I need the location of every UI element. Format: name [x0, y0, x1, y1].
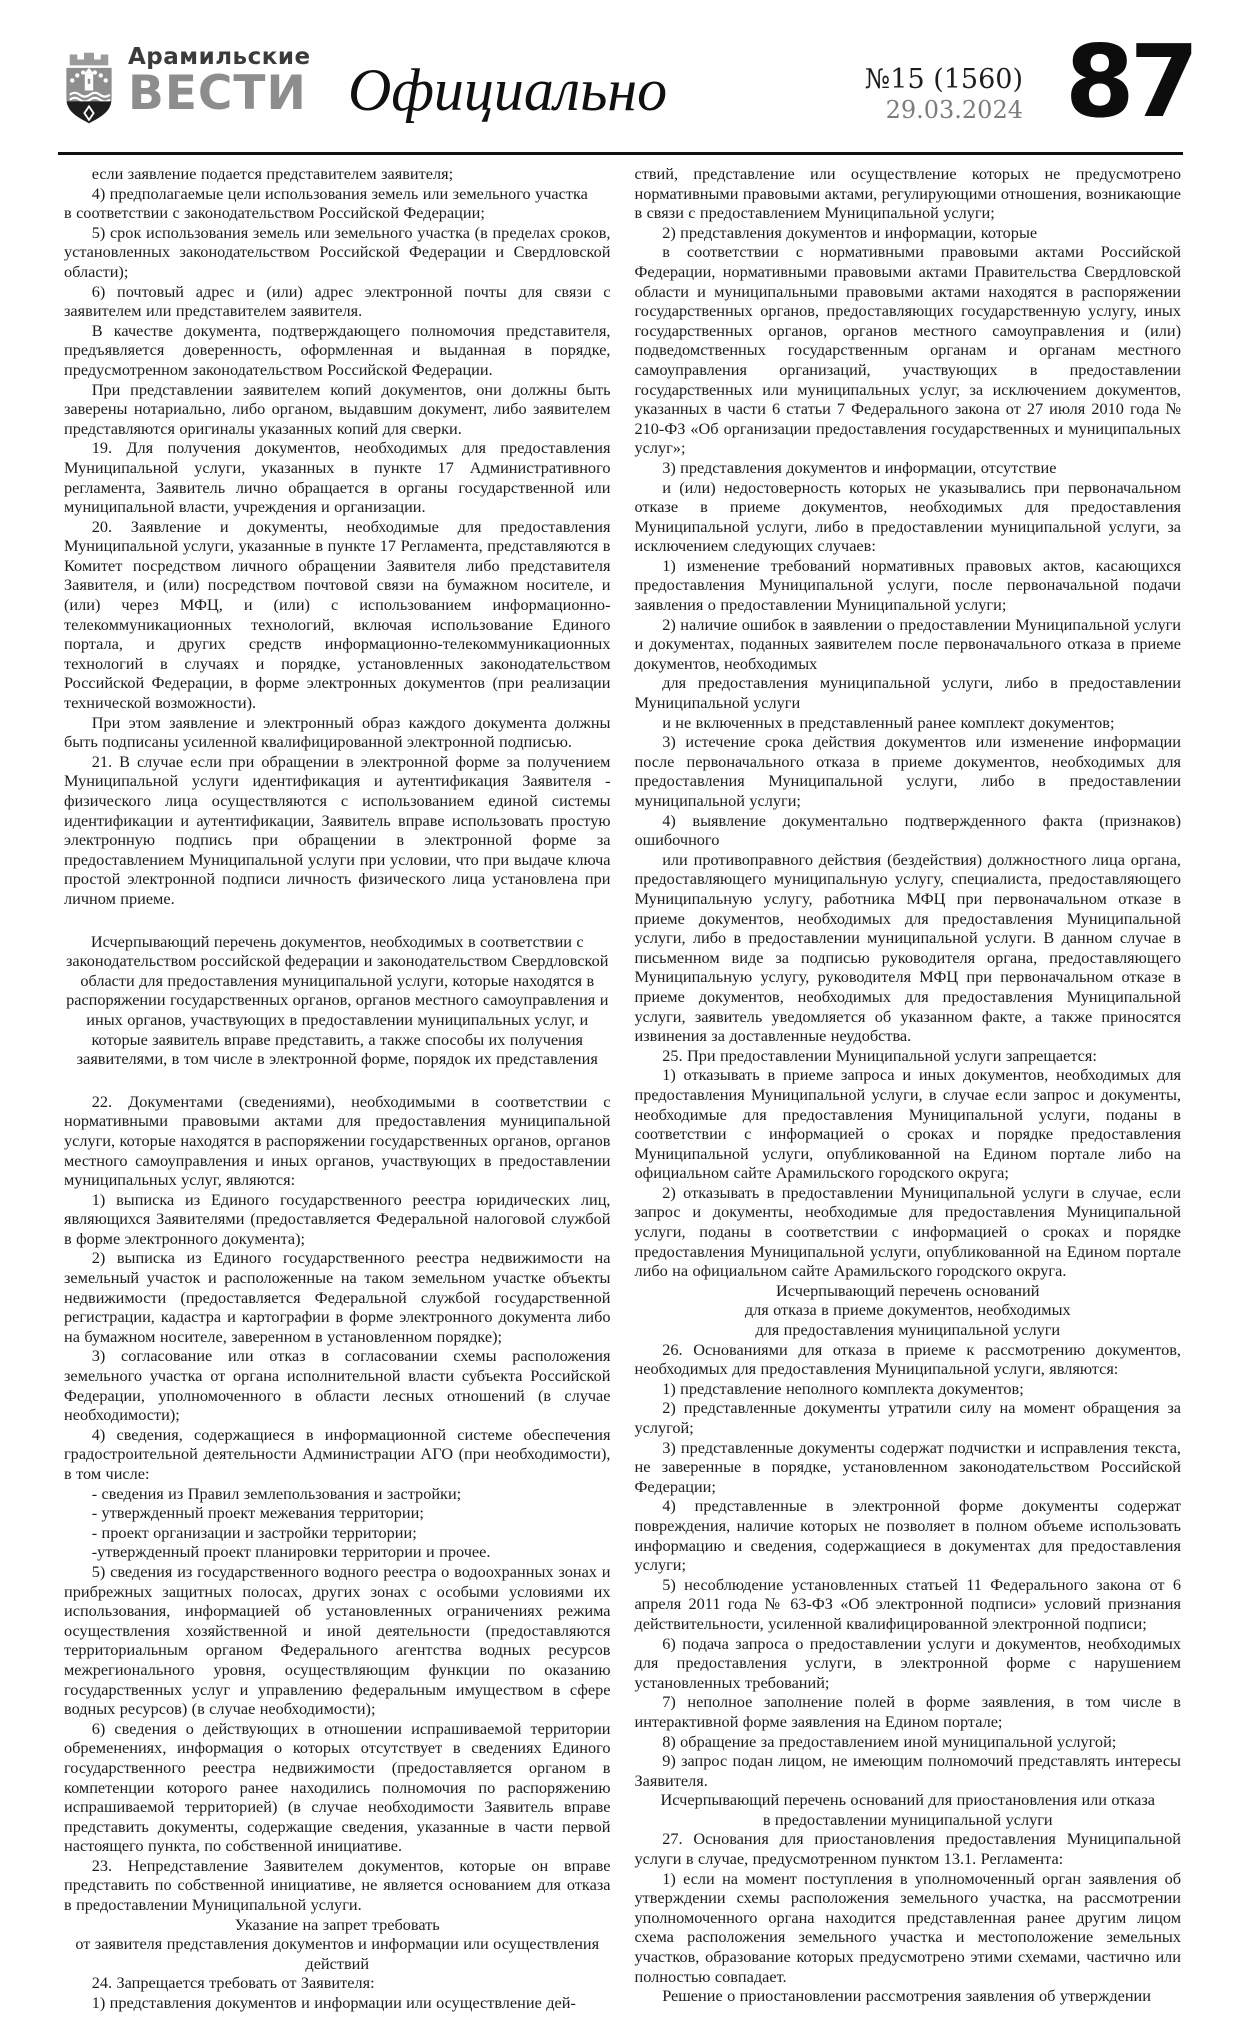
section-heading: для предоставления муниципальной услуги: [755, 1320, 1061, 1340]
paragraph: 1) представления документов и информации или осуществление дей-: [91, 1993, 576, 2013]
paragraph: - проект организации и застройки территории;: [91, 1522, 417, 1542]
paragraph: 2) представления документов и информации, которые: [662, 222, 1038, 242]
section-heading: для отказа в приеме документов, необходимых: [744, 1300, 1071, 1320]
paragraph: и (или) недостоверность которых не указывались при первоначальном отказе в приеме документов, необходимых для предоставления Муниципальной услуги, либо в предоставлении муниципальной услуги, за исключением следующих случаев:: [634, 477, 1181, 556]
paragraph: или противоправного действия (бездействия) должностного лица органа, предоставляющего муниципальную услугу, специалиста, предоставляющего Муниципальную услугу, работника МФЦ при первоначальном отказе в приеме документов, необходимых для предоставления Муниципальной услуги, либо в предоставлении муниципальной услуги. В данном случае в письменном виде за подписью руководителя органа, предоставляющего Муниципальную услугу, руководителя МФЦ при первоначальном отказе в приеме документов, необходимых для предоставления Муниципальной услуги, заявитель уведомляется об указанном факте, а также приносятся извинения за доставленные неудобства.: [634, 849, 1181, 1046]
paragraph: 3) представленные документы содержат подчистки и исправления текста, не заверенные в порядке, установленном законодательством Российской Федерации;: [634, 1437, 1181, 1496]
paragraph: 9) запрос подан лицом, не имеющим полномочий представлять интересы Заявителя.: [634, 1751, 1181, 1790]
paragraph: 20. Заявление и документы, необходимые для предоставления Муниципальной услуги, указанные в пункте 17 Регламента, представляются в Комитет посредством личного обращении Заявителя либо представителя Заявителя, и (или) посредством почтовой связи на бумажном носителе, и (или) через МФЦ, и (или) с использованием информационно-телекоммуникационных технологий, включая использование Единого портала, и других средств информационно-телекоммуникационных технологий в случаях и порядке, установленных законодательством Российской Федерации, в форме электронных документов (при реализации технической возможности).: [64, 516, 611, 713]
paragraph: 1) изменение требований нормативных правовых актов, касающихся предоставления Муниципальной услуги, после первоначальной подачи заявления о предоставлении Муниципальной услуги;: [634, 555, 1181, 615]
paragraph: 5) несоблюдение установленных статьей 11 Федерального закона от 6 апреля 2011 года № 63-ФЗ «Об электронной подписи» условий признания действительности, усиленной квалифицированной электронной подписи;: [634, 1574, 1181, 1633]
coat-of-arms-icon: [58, 48, 120, 128]
paragraph: 8) обращение за предоставлением иной муниципальной услугой;: [662, 1731, 1117, 1751]
paragraph: - сведения из Правил землепользования и застройки;: [91, 1483, 462, 1503]
left-column: [64, 164, 611, 2013]
section-heading: в предоставлении муниципальной услуги: [762, 1809, 1053, 1829]
paragraph: 3) истечение срока действия документов или изменение информации после первоначального отказа в приеме документов, необходимых для предоставления Муниципальной услуги, либо в предоставлении муниципальной услуги;: [634, 732, 1181, 810]
right-column: [635, 164, 1182, 2013]
paragraph: 25. При предоставлении Муниципальной услуги запрещается:: [662, 1045, 1097, 1065]
section-title: Официально: [348, 57, 668, 123]
paragraph: В качестве документа, подтверждающего полномочия представителя, предъявляется доверенность, оформленная и выданная в порядке, предусмотренном законодательством Российской Федерации.: [64, 320, 611, 379]
paragraph: 21. В случае если при обращении в электронной форме за получением Муниципальной услуги идентификация и аутентификация Заявителя - физического лица осуществляются с использованием единой системы идентификации и аутентификации, Заявитель вправе использовать простую электронную подпись при обращении в электронной форме за предоставлением Муниципальной услуги при условии, что при выдаче ключа простой электронной подписи личность физического лица установлена при личном приеме.: [64, 751, 611, 908]
paragraph: 4) выявление документально подтвержденного факта (признаков) ошибочного: [634, 810, 1181, 850]
paragraph: -утвержденный проект планировки территории и прочее.: [91, 1542, 491, 1562]
paragraph: 2) выписка из Единого государственного реестра недвижимости на земельный участок и расположенные на таком земельном участке объекты недвижимости (предоставляется Федеральной службой государственной регистрации, кадастра и картографии в форме электронного документа либо на бумажном носителе, заверенном в установленном порядке);: [64, 1248, 611, 1346]
paragraph: 4) предполагаемые цели использования земель или земельного участка: [91, 183, 588, 203]
section-heading: Исчерпывающий перечень документов, необходимых в соответствии с законодательством российской федерации и законодательством Свердловской области для предоставления муниципальной услуги, которые находятся в распоряжении государственных органов, органов местного самоуправления и иных органов, участвующих в предоставлении муниципальных услуг, и которые заявитель вправе представить, а также способы их получения заявителями, в том числе в электронной форме, порядок их представления: [65, 931, 609, 1069]
paragraph: 1) отказывать в приеме запроса и иных документов, необходимых для предоставления Муниципальной услуги, в случае если запрос и документы, необходимые для предоставления Муниципальной услуги, поданы в соответствии с информацией о сроках и порядке предоставления Муниципальной услуги, опубликованной на Едином портале либо на официальном сайте Арамильского городского округа;: [634, 1065, 1181, 1183]
paragraph: При этом заявление и электронный образ каждого документа должны быть подписаны усиленной квалифицированной электронной подписью.: [64, 712, 611, 752]
paragraph: 1) если на момент поступления в уполномоченный орган заявления об утверждении схемы расположения земельного участка, на рассмотрении уполномоченного органа находится представленная ранее другим лицом схема расположения земельного участка и местоположение земельных участков, образование которых предусмотрено этими схемами, частично или полностью совпадает.: [634, 1868, 1181, 1986]
paragraph: 27. Основания для приостановления предоставления Муниципальной услуги в случае, предусмотренном пунктом 13.1. Регламента:: [634, 1829, 1181, 1869]
paragraph: 6) подача запроса о предоставлении услуги и документов, необходимых для предоставления услуги, в электронной форме с нарушением установленных требований;: [634, 1633, 1181, 1692]
paragraph: 7) неполное заполнение полей в форме заявления, в том числе в интерактивной форме заявления на Едином портале;: [634, 1692, 1181, 1731]
paragraph: ствий, представление или осуществление которых не предусмотрено нормативными правовыми актами, регулирующими отношения, возникающие в связи с предоставлением Муниципальной услуги;: [634, 164, 1181, 223]
paragraph: в соответствии с нормативными правовыми актами Российской Федерации, нормативными правовыми актами Правительства Свердловской области и муниципальными правовыми актами находятся в распоряжении государственных органов, предоставляющих государственную услугу, иных государственных органов, органов местного самоуправления и (или) подведомственных государственным органам и органам местного самоуправления организаций, участвующих в предоставлении государственных или муниципальных услуг, за исключением документов, указанных в части 6 статьи 7 Федерального закона от 27 июля 2010 года № 210-ФЗ «Об организации предоставления государственных и муниципальных услуг»;: [634, 242, 1181, 458]
section-heading: Исчерпывающий перечень оснований для приостановления или отказа: [660, 1790, 1155, 1810]
paragraph: 5) сведения из государственного водного реестра о водоохранных зонах и прибрежных защитных полосах, других зонах с особыми условиями их использования, информацией об установленных ограничениях режима осуществления хозяйственной и иной деятельности (предоставляются территориальным органом Федерального агентства водных ресурсов межрегионального уровня, осуществляющим функции по оказанию государственных услуг и управлению федеральным имуществом в сфере водных ресурсов) (в случае необходимости);: [64, 1561, 611, 1719]
paragraph: 1) выписка из Единого государственного реестра юридических лиц, являющихся Заявителями (предоставляется Федеральной налоговой службой в форме электронного документа);: [64, 1189, 611, 1248]
paragraph: 23. Непредставление Заявителем документов, которые он вправе представить по собственной инициативе, не является основанием для отказа в предоставлении Муниципальной услуги.: [64, 1855, 611, 1915]
paragraph: 22. Документами (сведениями), необходимыми в соответствии с нормативными правовыми актами для предоставления муниципальной услуги, которые находятся в распоряжении государственных органов, органов местного самоуправления и иных органов, участвующих в предоставлении муниципальных услуг, являются:: [64, 1091, 611, 1190]
section-heading: Указание на запрет требовать: [234, 1914, 440, 1934]
paragraph: и не включенных в представленный ранее комплект документов;: [662, 712, 1115, 732]
paragraph: 6) сведения о действующих в отношении испрашиваемой территории обременениях, информация о которых отсутствует в сведениях Единого государственного реестра недвижимости (предоставляется органом в компетенции которого ранее находились полномочия по распоряжению испрашиваемой территорией) (в случае необходимости Заявитель вправе представить документы, содержащие сведения, указанные в части первой настоящего пункта, по собственной инициативе.: [64, 1718, 611, 1856]
paragraph: 4) представленные в электронной форме документы содержат повреждения, наличие которых не позволяет в полном объеме использовать информацию и сведения, содержащиеся в документах для предоставления услуги;: [634, 1496, 1181, 1575]
section-heading: от заявителя представления документов и информации или осуществления действий: [75, 1934, 600, 1973]
paragraph: для предоставления муниципальной услуги, либо в предоставлении Муниципальной услуги: [634, 673, 1181, 713]
paragraph: 2) наличие ошибок в заявлении о предоставлении Муниципальной услуги и документах, поданных заявителем после первоначального отказа в приеме документов, необходимых: [634, 614, 1181, 673]
paragraph: 2) представленные документы утратили силу на момент обращения за услугой;: [634, 1398, 1181, 1437]
paragraph: 2) отказывать в предоставлении Муниципальной услуги в случае, если запрос и документы, необходимые для предоставления Муниципальной услуги, поданы в соответствии с информацией о сроках и порядке предоставления Муниципальной услуги, опубликованной на Едином портале либо на официальном сайте Арамильского городского округа.: [634, 1182, 1181, 1281]
paragraph: 19. Для получения документов, необходимых для предоставления Муниципальной услуги, указанных в пункте 17 Административного регламента, Заявитель лично обращается в органы государственной или муниципальной власти, учреждения и организации.: [64, 438, 611, 517]
paragraph: - утвержденный проект межевания территории;: [91, 1503, 424, 1523]
issue-number: №15 (1560): [864, 64, 1023, 95]
paragraph: 24. Запрещается требовать от Заявителя:: [91, 1973, 375, 1993]
page-number: 87: [1065, 23, 1195, 140]
newspaper-logo: [58, 46, 320, 128]
paragraph: 1) представление неполного комплекта документов;: [662, 1378, 1024, 1398]
issue-block: [865, 66, 1023, 124]
brand-name-top: Арамильские: [128, 44, 311, 70]
paragraph: в соответствии с законодательством Российской Федерации;: [64, 203, 485, 223]
brand-name-main: ВЕСТИ: [128, 66, 307, 121]
paragraph: Решение о приостановлении рассмотрения заявления об утверждении: [662, 1986, 1151, 2006]
article-body: [0, 155, 1241, 2043]
paragraph: При представлении заявителем копий документов, они должны быть заверены нотариально, либо органом, выдавшим документ, либо заявителем представляются оригиналы указанных копий для сверки.: [64, 379, 611, 438]
section-heading: Исчерпывающий перечень оснований: [776, 1280, 1040, 1300]
paragraph: если заявление подается представителем заявителя;: [91, 164, 454, 183]
paragraph: 4) сведения, содержащиеся в информационной системе обеспечения градостроительной деятельности Администрации АГО (при необходимости), в том числе:: [64, 1424, 611, 1483]
paragraph: 6) почтовый адрес и (или) адрес электронной почты для связи с заявителем или представителем заявителя.: [64, 281, 611, 321]
paragraph: 26. Основаниями для отказа в приеме к рассмотрению документов, необходимых для предоставления Муниципальной услуги, являются:: [634, 1339, 1181, 1379]
masthead: [0, 0, 1241, 146]
paragraph: 3) согласование или отказ в согласовании схемы расположения земельного участка от органа исполнительной власти субъекта Российской Федерации, уполномоченного в области лесных отношений (в случае необходимости);: [64, 1346, 611, 1425]
issue-date: 29.03.2024: [885, 96, 1023, 125]
paragraph: 3) представления документов и информации, отсутствие: [662, 457, 1057, 477]
paragraph: 5) срок использования земель или земельного участка (в пределах сроков, установленных законодательством Российской Федерации и Свердловской области);: [64, 222, 611, 281]
brand-text: [128, 44, 311, 121]
